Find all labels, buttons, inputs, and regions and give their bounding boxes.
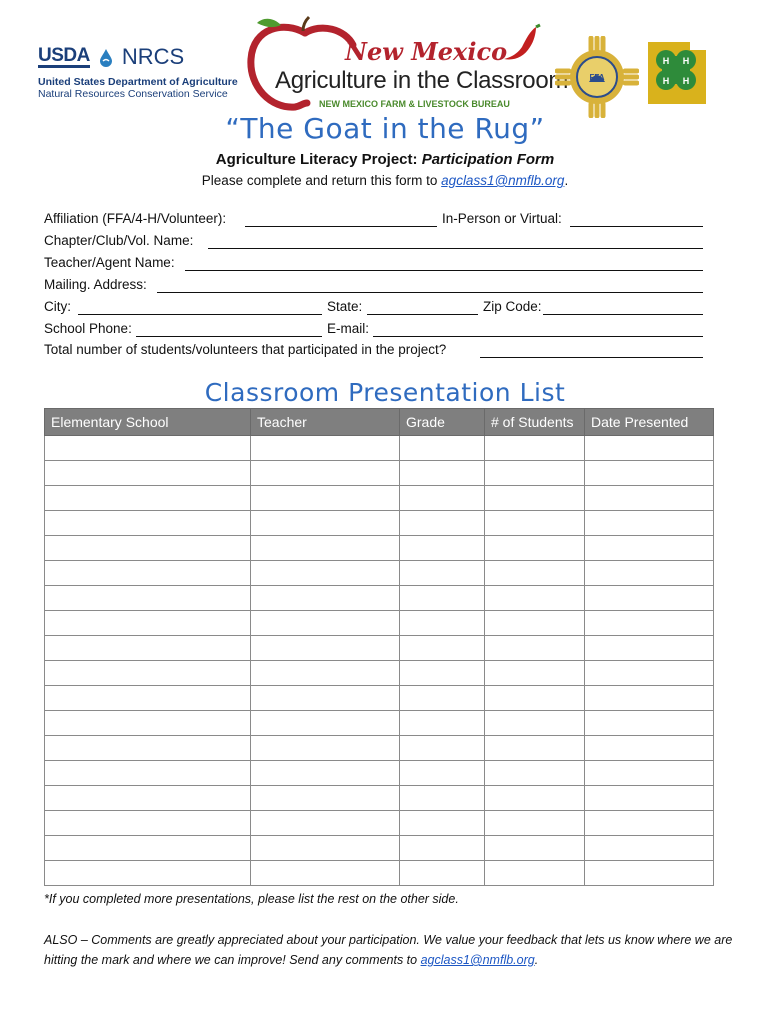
- table-cell[interactable]: [485, 561, 585, 586]
- table-cell[interactable]: [251, 461, 400, 486]
- table-cell[interactable]: [400, 436, 485, 461]
- four-h-leaf-text: H: [682, 76, 690, 86]
- table-cell[interactable]: [45, 611, 251, 636]
- table-cell[interactable]: [251, 786, 400, 811]
- footnote: *If you completed more presentations, please list the rest on the other side.: [44, 892, 459, 906]
- table-cell[interactable]: [485, 861, 585, 886]
- email-line[interactable]: [373, 336, 703, 337]
- table-cell[interactable]: [45, 761, 251, 786]
- table-cell[interactable]: [585, 786, 714, 811]
- table-cell[interactable]: [400, 861, 485, 886]
- table-row: [45, 811, 714, 836]
- table-cell[interactable]: [400, 761, 485, 786]
- aitc-bureau: NEW MEXICO FARM & LIVESTOCK BUREAU: [319, 99, 510, 109]
- table-cell[interactable]: [400, 736, 485, 761]
- zip-label: Zip Code:: [483, 299, 542, 314]
- table-row: [45, 636, 714, 661]
- table-row: [45, 511, 714, 536]
- table-header-row: [45, 409, 714, 436]
- table-cell[interactable]: [485, 661, 585, 686]
- table-cell[interactable]: [251, 511, 400, 536]
- table-row: [45, 611, 714, 636]
- table-cell[interactable]: [585, 486, 714, 511]
- aitc-name: Agriculture in the Classroom: [275, 67, 569, 94]
- table-cell[interactable]: [585, 761, 714, 786]
- comments-suffix: .: [534, 953, 539, 967]
- table-cell[interactable]: [251, 436, 400, 461]
- four-h-logo-icon: [646, 40, 708, 106]
- table-cell[interactable]: [485, 786, 585, 811]
- water-drop-icon: [98, 48, 114, 68]
- teacher-agent-label: Teacher/Agent Name:: [44, 255, 175, 270]
- table-cell[interactable]: [45, 811, 251, 836]
- subtitle-prefix: Agriculture Literacy Project:: [215, 151, 422, 168]
- table-cell[interactable]: [485, 586, 585, 611]
- table-cell[interactable]: [251, 536, 400, 561]
- table-cell[interactable]: [400, 786, 485, 811]
- in-person-line[interactable]: [570, 226, 703, 227]
- table-cell[interactable]: [485, 511, 585, 536]
- table-cell[interactable]: [485, 736, 585, 761]
- table-cell[interactable]: [45, 636, 251, 661]
- page-title: “The Goat in the Rug”: [225, 112, 545, 145]
- table-row: [45, 461, 714, 486]
- table-cell[interactable]: [45, 736, 251, 761]
- table-cell[interactable]: [251, 561, 400, 586]
- table-cell[interactable]: [585, 536, 714, 561]
- state-label: State:: [327, 299, 363, 314]
- mailing-line[interactable]: [267, 292, 703, 293]
- chapter-line[interactable]: [208, 248, 703, 249]
- table-cell[interactable]: [45, 786, 251, 811]
- table-cell[interactable]: [45, 511, 251, 536]
- city-label: City:: [44, 299, 71, 314]
- table-cell[interactable]: [585, 711, 714, 736]
- comments-request: [44, 930, 734, 970]
- table-cell[interactable]: [585, 636, 714, 661]
- table-cell[interactable]: [485, 811, 585, 836]
- table-cell[interactable]: [585, 861, 714, 886]
- table-cell[interactable]: [45, 561, 251, 586]
- table-cell[interactable]: [400, 536, 485, 561]
- usda-line: United States Department of Agriculture: [38, 76, 238, 88]
- table-cell[interactable]: [45, 836, 251, 861]
- return-instructions: [0, 173, 770, 188]
- table-cell[interactable]: [485, 636, 585, 661]
- table-cell[interactable]: [400, 836, 485, 861]
- table-cell[interactable]: [251, 836, 400, 861]
- email-link[interactable]: agclass1@nmflb.org: [441, 173, 565, 188]
- ffa-emblem-text: FFA: [589, 73, 605, 82]
- usda-nrcs-logo: [38, 38, 238, 108]
- zip-line[interactable]: [543, 314, 703, 315]
- col-header-teacher: Teacher: [251, 409, 400, 436]
- table-cell[interactable]: [585, 661, 714, 686]
- total-students-label: Total number of students/volunteers that participated in the project?: [44, 342, 447, 357]
- table-cell[interactable]: [585, 586, 714, 611]
- table-cell[interactable]: [485, 761, 585, 786]
- table-cell[interactable]: [400, 461, 485, 486]
- table-row: [45, 761, 714, 786]
- table-row: [45, 736, 714, 761]
- table-row: [45, 561, 714, 586]
- table-cell[interactable]: [251, 811, 400, 836]
- col-header-grade: Grade: [400, 409, 485, 436]
- total-students-line[interactable]: [480, 357, 703, 358]
- table-cell[interactable]: [45, 461, 251, 486]
- table-cell[interactable]: [585, 511, 714, 536]
- in-person-label: In-Person or Virtual:: [442, 211, 562, 226]
- table-cell[interactable]: [485, 436, 585, 461]
- school-phone-label: School Phone:: [44, 321, 132, 336]
- affiliation-label: Affiliation (FFA/4-H/Volunteer):: [44, 211, 227, 226]
- table-cell[interactable]: [585, 686, 714, 711]
- four-h-leaf-text: H: [682, 56, 690, 66]
- table-cell[interactable]: [400, 511, 485, 536]
- table-row: [45, 786, 714, 811]
- table-cell[interactable]: [485, 711, 585, 736]
- table-cell[interactable]: [585, 811, 714, 836]
- presentation-list-title: Classroom Presentation List: [204, 378, 566, 407]
- table-cell[interactable]: [400, 611, 485, 636]
- table-cell[interactable]: [400, 686, 485, 711]
- table-row: [45, 861, 714, 886]
- table-cell[interactable]: [45, 686, 251, 711]
- four-h-leaf-text: H: [662, 56, 670, 66]
- table-cell[interactable]: [251, 636, 400, 661]
- table-cell[interactable]: [585, 611, 714, 636]
- table-cell[interactable]: [585, 461, 714, 486]
- comments-text: ALSO – Comments are greatly appreciated about your participation. We value your feedback that lets us know where we are hitting the mark and where we can improve! Send any comments to: [44, 933, 733, 967]
- table-row: [45, 436, 714, 461]
- city-line[interactable]: [78, 314, 322, 315]
- table-row: [45, 711, 714, 736]
- table-cell[interactable]: [251, 711, 400, 736]
- mailing-address-label: Mailing. Address:: [44, 277, 147, 292]
- table-cell[interactable]: [45, 436, 251, 461]
- email-label: E-mail:: [327, 321, 370, 336]
- table-cell[interactable]: [45, 861, 251, 886]
- table-cell[interactable]: [585, 561, 714, 586]
- table-cell[interactable]: [585, 736, 714, 761]
- table-row: [45, 686, 714, 711]
- table-cell[interactable]: [485, 686, 585, 711]
- table-cell[interactable]: [45, 586, 251, 611]
- presentation-table-body: [45, 436, 714, 886]
- table-cell[interactable]: [251, 486, 400, 511]
- table-cell[interactable]: [45, 486, 251, 511]
- table-cell[interactable]: [485, 611, 585, 636]
- table-cell[interactable]: [400, 636, 485, 661]
- table-cell[interactable]: [45, 661, 251, 686]
- nrcs-line: Natural Resources Conservation Service: [38, 88, 228, 100]
- table-cell[interactable]: [251, 736, 400, 761]
- table-cell[interactable]: [400, 661, 485, 686]
- table-cell[interactable]: [485, 461, 585, 486]
- table-cell[interactable]: [45, 711, 251, 736]
- table-cell[interactable]: [400, 486, 485, 511]
- table-cell[interactable]: [400, 811, 485, 836]
- chapter-label: Chapter/Club/Vol. Name:: [44, 233, 194, 248]
- table-cell[interactable]: [585, 836, 714, 861]
- ffa-emblem-icon: [555, 36, 639, 118]
- affiliation-line[interactable]: [245, 226, 437, 227]
- nrcs-wordmark: NRCS: [121, 44, 185, 69]
- table-row: [45, 836, 714, 861]
- table-cell[interactable]: [251, 761, 400, 786]
- table-cell[interactable]: [251, 611, 400, 636]
- table-cell[interactable]: [485, 486, 585, 511]
- teacher-agent-line[interactable]: [185, 270, 703, 271]
- table-row: [45, 586, 714, 611]
- mailing-line-short[interactable]: [157, 292, 267, 293]
- usda-wordmark: USDA: [38, 45, 90, 66]
- table-cell[interactable]: [45, 536, 251, 561]
- table-cell[interactable]: [400, 561, 485, 586]
- col-header-school: Elementary School: [45, 409, 251, 436]
- table-cell[interactable]: [251, 686, 400, 711]
- aitc-new-mexico: New Mexico: [345, 37, 508, 66]
- table-cell[interactable]: [485, 836, 585, 861]
- instructions-suffix: .: [564, 173, 569, 188]
- table-cell[interactable]: [400, 711, 485, 736]
- table-row: [45, 536, 714, 561]
- presentation-table: [44, 408, 714, 886]
- ag-in-classroom-logo: [245, 15, 569, 115]
- table-cell[interactable]: [585, 436, 714, 461]
- table-cell[interactable]: [485, 536, 585, 561]
- table-row: [45, 661, 714, 686]
- table-cell[interactable]: [251, 661, 400, 686]
- table-row: [45, 486, 714, 511]
- table-cell[interactable]: [251, 586, 400, 611]
- table-cell[interactable]: [400, 586, 485, 611]
- table-cell[interactable]: [251, 861, 400, 886]
- four-h-leaf-text: H: [662, 76, 670, 86]
- footer-email-link[interactable]: agclass1@nmflb.org: [420, 953, 535, 967]
- page-subtitle: [0, 151, 770, 168]
- col-header-students: # of Students: [485, 409, 585, 436]
- subtitle-form-name: Participation Form: [421, 151, 555, 168]
- instructions-prefix: Please complete and return this form to: [201, 173, 442, 188]
- state-line[interactable]: [367, 314, 478, 315]
- school-phone-line[interactable]: [136, 336, 322, 337]
- col-header-date: Date Presented: [585, 409, 714, 436]
